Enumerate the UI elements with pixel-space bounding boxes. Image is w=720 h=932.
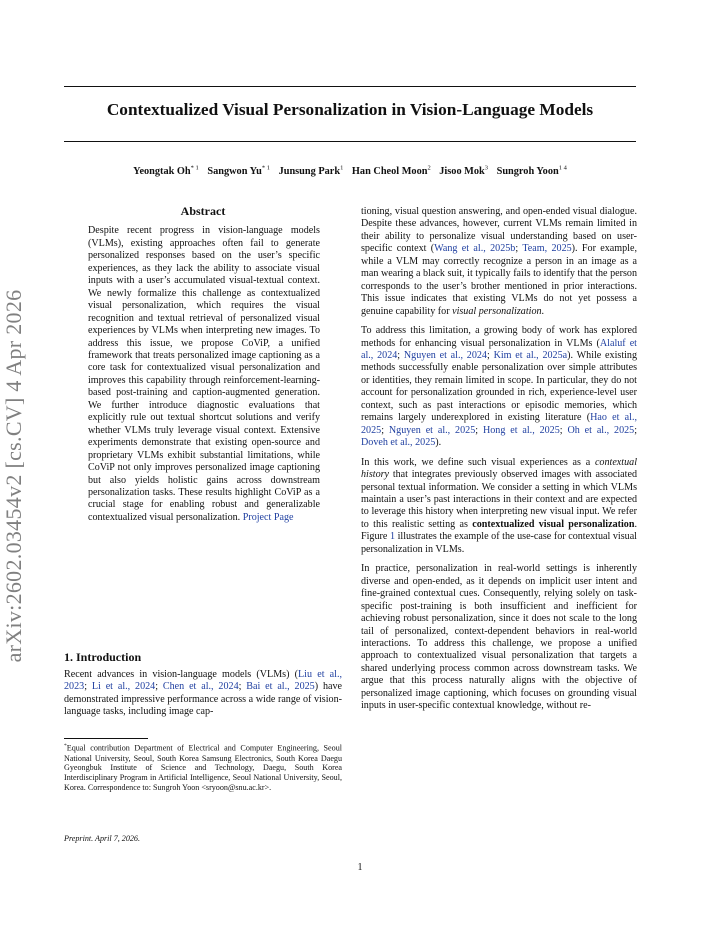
- project-page-link[interactable]: Project Page: [242, 511, 294, 523]
- abstract-text: Despite recent progress in vision-language models (VLMs), existing approaches often fail to generate personalized responses based on the user’s specific experiences, as they lack the ability to associate visual inputs with a user’s accumulated visual-textual context. We newly formalize this challenge as contextualized visual personalization, which requires the visual recognition and textual retrieval of personalized visual experiences by VLMs when interpreting new images. To address this issue, we propose CoViP, a unified framework that treats personalized image captioning as a core task for contextualized visual personalization and improves this capability through reinforcement-learning-based post-training and caption-augmented generation. We further introduce diagnostic evaluations that explicitly rule out textual shortcut solutions and verify whether VLMs truly leverage visual context. Extensive experiments demonstrate that existing open-source and proprietary VLMs exhibit substantial limitations, while CoViP not only improves personalized image captioning but also yields holistic gains across downstream personalization tasks. These results highlight CoViP as a crucial stage for enabling robust and generalizable contextualized visual personalization.: [88, 225, 320, 523]
- citation[interactable]: Team, 2025: [522, 243, 572, 255]
- intro-heading: 1. Introduction: [64, 650, 142, 664]
- author-list: [64, 165, 636, 177]
- intro-paragraph: Recent advances in vision-language models (VLMs) (Liu et al., 2023; Li et al., 2024; Chen et al., 2024; Bai et al., 2025) have demonstrated impressive performance across a wide range of vision-language tasks, including image cap-: [64, 669, 343, 718]
- author: Yeongtak Oh$^{* 1}$: [133, 165, 199, 178]
- author: Junsung Park$^1$: [278, 165, 344, 178]
- author: Sungroh Yoon$^{1 4}$: [496, 165, 567, 178]
- citation[interactable]: Nguyen et al., 2025: [388, 424, 476, 436]
- citation[interactable]: Kim et al., 2025a: [493, 349, 568, 361]
- preprint-date: Preprint. April 7, 2026.: [64, 834, 140, 843]
- footnote-text: Equal contribution Department of Electrical and Computer Engineering, Seoul National University, Seoul, South Korea Samsung Electronics, South Korea Daegu Gyeongbuk Institute of Science and Technology, Daegu, South Korea Interdisciplinary Program in Artificial Intelligence, Seoul National University, Seoul, Korea. Correspondence to: Sungroh Yoon <sryoon@snu.ac.kr>.: [64, 743, 342, 793]
- citation[interactable]: Wang et al., 2025b: [434, 243, 516, 255]
- citation[interactable]: Li et al., 2024: [91, 681, 156, 693]
- author: Jisoo Mok$^3$: [439, 165, 489, 178]
- footnote-rule: [64, 738, 148, 739]
- author: Han Cheol Moon$^2$: [351, 165, 431, 178]
- title-rule-top: [64, 86, 636, 87]
- abstract-heading: Abstract: [180, 204, 226, 218]
- abstract-section: [64, 205, 342, 524]
- paragraph: To address this limitation, a growing body of work has explored methods for enhancing visual personalization in VLMs (Alaluf et al., 2024; Nguyen et al., 2024; Kim et al., 2025a). While existing methods successfully enable personalization over simple attributes or identities, they remain limited in scope. In particular, they do not account for personalization grounded in rich, experience-level user context, such as past interactions or episodic memories, which remains largely underexplored in existing literature (Hao et al., 2025; Nguyen et al., 2025; Hong et al., 2025; Oh et al., 2025; Doveh et al., 2025).: [361, 325, 638, 449]
- paragraph: tioning, visual question answering, and open-ended visual dialogue. Despite these advances, however, current VLMs remain limited in their ability to personalize visual understanding based on user-specific context (Wang et al., 2025b; Team, 2025). For example, while a VLM may correctly recognize a person in an image as a man wearing a black suit, it typically fails to identify that the person corresponds to the user’s brother mentioned in prior interactions. This issue indicates that existing VLMs do not yet possess a genuine capability for visual personalization.: [361, 206, 637, 317]
- citation[interactable]: Nguyen et al., 2024: [403, 349, 487, 361]
- arxiv-id-text: arXiv:2602.03454v2 [cs.CV] 4 Apr 2026: [1, 289, 26, 663]
- title-rule-bottom: [64, 141, 636, 142]
- citation[interactable]: Chen et al., 2024: [162, 681, 239, 693]
- abstract-body: [88, 225, 320, 524]
- paragraph: In practice, personalization in real-world settings is inherently diverse and open-ended, as it depends on implicit user intent and fine-grained contextual cues. Consequently, relying solely on task-specific post-training is both insufficient and inefficient for achieving robust personalization, since it does not scale to the long tail of personalized, context-dependent behaviors in real-world interactions. To address this challenge, we propose a unified approach to contextualized visual personalization that targets a shared underlying process common across downstream tasks. We argue that this process naturally aligns with the objective of personalized image captioning, which focuses on grounding visual inputs in user-specific contextual knowledge, without re-: [361, 563, 637, 712]
- figure-ref[interactable]: 1: [389, 531, 395, 543]
- author: Sangwon Yu$^{* 1}$: [207, 165, 270, 178]
- page-number: 1: [357, 862, 363, 873]
- citation[interactable]: Doveh et al., 2025: [361, 437, 436, 449]
- citation[interactable]: Hao et al., 2025: [361, 412, 637, 436]
- citation[interactable]: Bai et al., 2025: [246, 681, 315, 693]
- paragraph: In this work, we define such visual experiences as a contextual history that integrates previously observed images with associated personal textual information. We consider a setting in which VLMs maintain a user’s past interactions in their context and are expected to leverage this history when interpreting new visual input. We refer to this realistic setting as contextualized visual personalization. Figure 1 illustrates the example of the use-case for contextual visual personalization in VLMs.: [361, 456, 637, 555]
- citation[interactable]: Alaluf et al., 2024: [361, 337, 637, 361]
- right-column: [361, 206, 637, 720]
- citation[interactable]: Hong et al., 2025: [482, 424, 560, 436]
- paper-title: Contextualized Visual Personalization in Vision-Language Models: [106, 100, 594, 119]
- footnote: *Equal contribution Department of Electrical and Computer Engineering, Seoul National University, Seoul, South Korea Samsung Electronics, South Korea Daegu Gyeongbuk Institute of Science and Technology, Daegu, South Korea Interdisciplinary Program in Artificial Intelligence, Seoul National University, Seoul, Korea. Correspondence to: Sungroh Yoon <sryoon@snu.ac.kr>.: [64, 743, 342, 793]
- citation[interactable]: Oh et al., 2025: [567, 424, 635, 436]
- citation[interactable]: Liu et al., 2023: [64, 669, 343, 693]
